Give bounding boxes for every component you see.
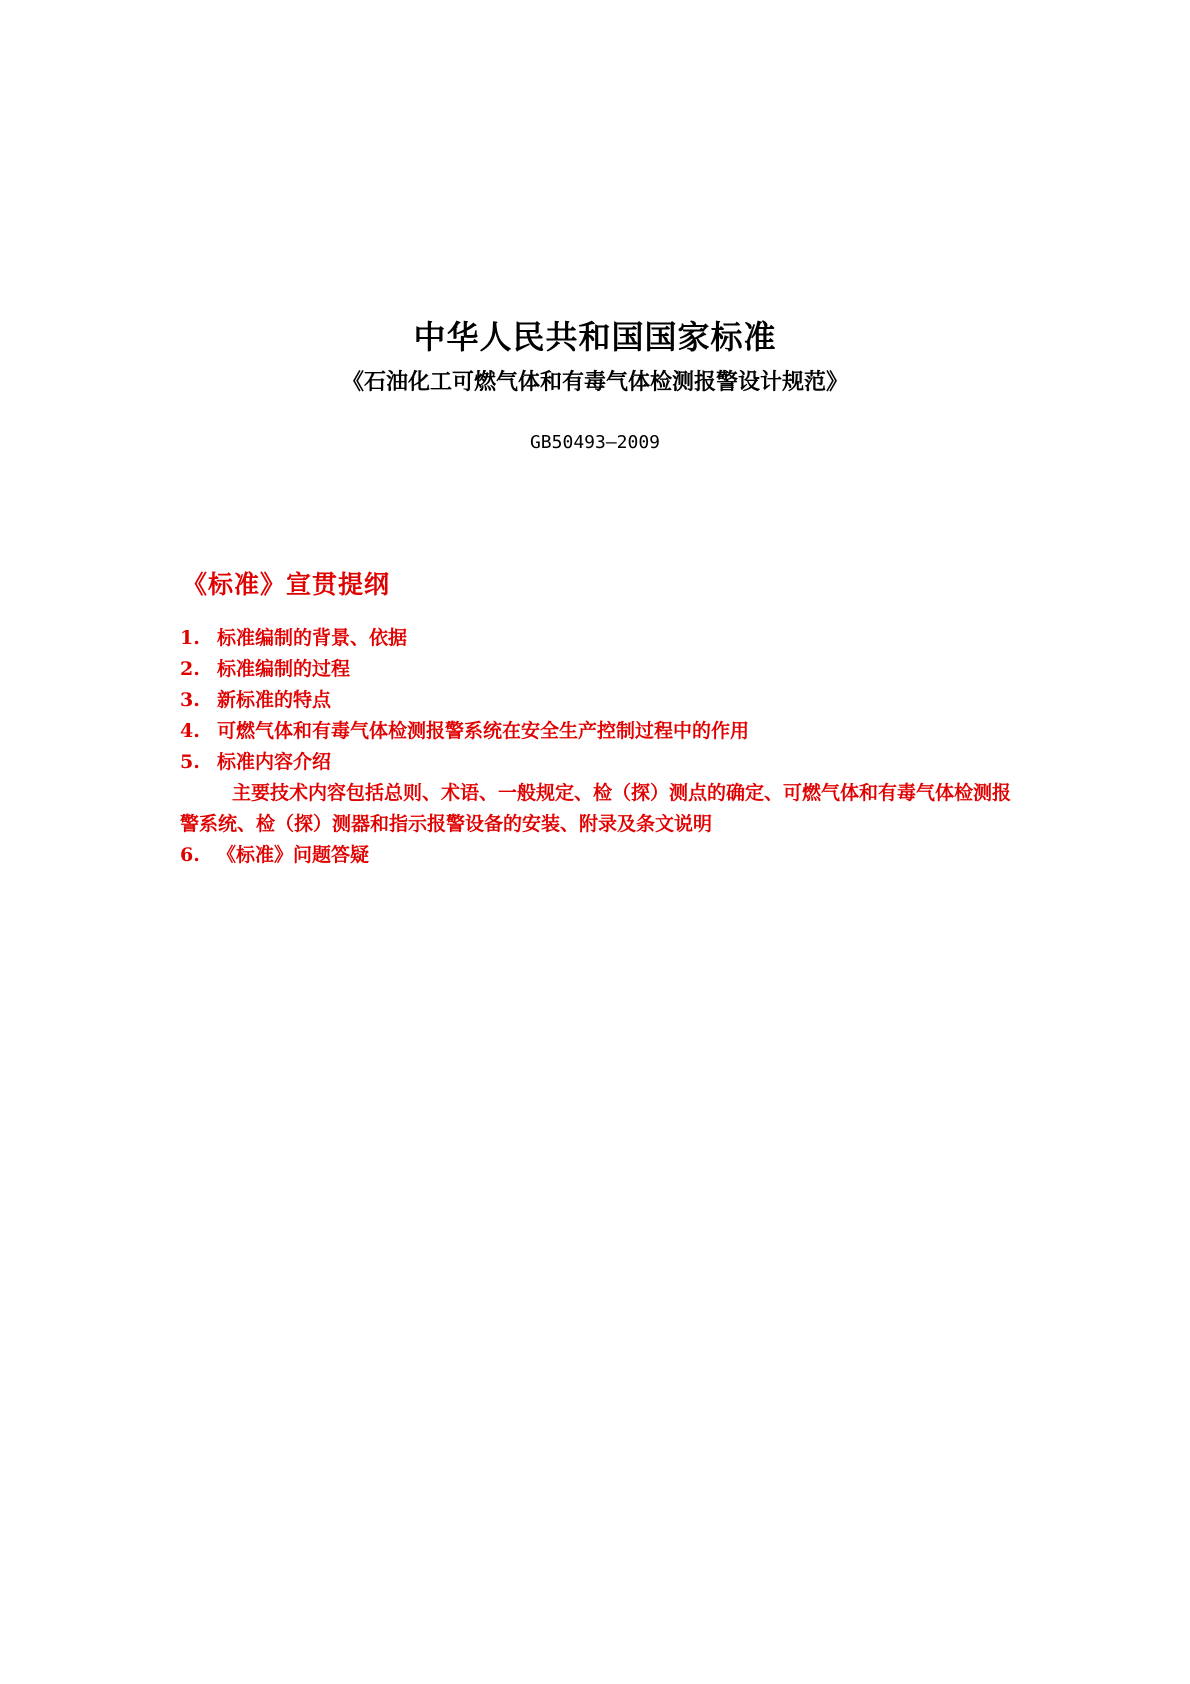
outline-item-text: 标准编制的过程 [217,658,351,680]
outline-description-text: 主要技术内容包括总则、术语、一般规定、检（探）测点的确定、可燃气体和有毒气体检测报警系统、检（探）测器和指示报警设备的安装、附录及条文说明 [180,782,1012,835]
outline-item-number: 4. [180,720,200,742]
outline-item-2 [180,654,1020,685]
standard-code: GB50493—2009 [529,432,661,453]
outline-item-5 [180,747,1020,778]
outline-section [180,565,1020,871]
outline-item-text: 标准内容介绍 [217,751,332,773]
document-subtitle: 《石油化工可燃气体和有毒气体检测报警设计规范》 [341,369,848,395]
outline-item-number: 3. [180,689,200,711]
outline-item-5-description [180,778,1020,840]
outline-item-number: 2. [180,658,200,680]
outline-heading: 《标准》宣贯提纲 [182,570,391,599]
outline-item-number: 5. [180,751,200,773]
outline-item-number: 6. [180,844,200,866]
document-title: 中华人民共和国国家标准 [413,318,777,356]
outline-item-text: 标准编制的背景、依据 [217,627,408,649]
outline-item-3 [180,685,1020,716]
outline-item-number: 1. [180,627,200,649]
outline-item-6 [180,840,1020,871]
outline-item-text: 《标准》问题答疑 [217,844,370,866]
outline-item-text: 新标准的特点 [217,689,332,711]
outline-list [180,623,1020,871]
outline-item-4 [180,716,1020,747]
outline-item-text: 可燃气体和有毒气体检测报警系统在安全生产控制过程中的作用 [217,720,750,742]
outline-item-1 [180,623,1020,654]
